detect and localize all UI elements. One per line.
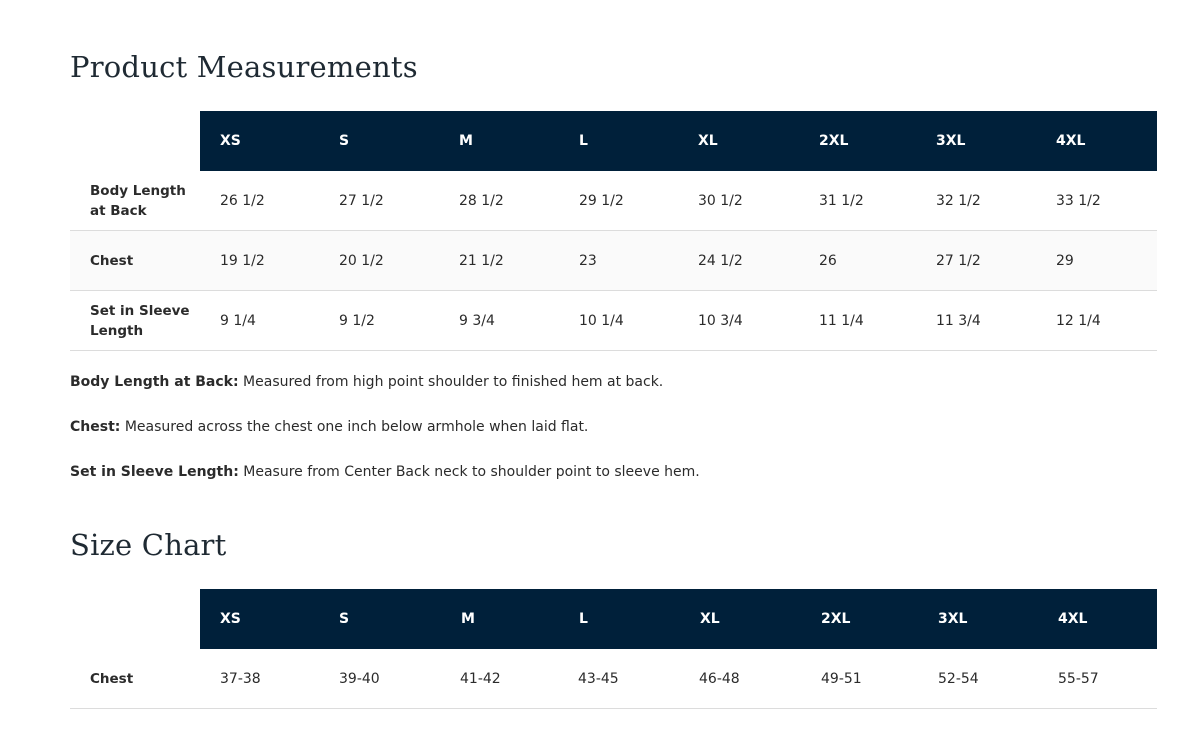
table-cell: 29 xyxy=(1056,253,1074,269)
table-cell: 31 1/2 xyxy=(819,193,864,209)
note-text: Measured across the chest one inch below armhole when laid flat. xyxy=(124,419,589,435)
size-header: 4XL xyxy=(1056,133,1086,149)
table-cell: 49-51 xyxy=(821,671,862,687)
size-chart-title: Size Chart xyxy=(70,528,227,562)
table-cell: 46-48 xyxy=(699,671,740,687)
table-cell: 10 3/4 xyxy=(698,313,743,329)
size-header: 4XL xyxy=(1058,611,1088,627)
row-label: Set in Sleeve Length xyxy=(90,303,190,339)
note-text: Measured from high point shoulder to finished hem at back. xyxy=(243,374,664,390)
table-cell: 27 1/2 xyxy=(936,253,981,269)
size-header: XL xyxy=(700,611,720,627)
table-cell: 52-54 xyxy=(938,671,979,687)
table-cell: 28 1/2 xyxy=(459,193,504,209)
size-header: XS xyxy=(220,611,241,627)
note-text: Measure from Center Back neck to shoulder point to sleeve hem. xyxy=(243,464,700,480)
size-header: XS xyxy=(220,133,241,149)
table-row xyxy=(70,171,1157,231)
table-cell: 32 1/2 xyxy=(936,193,981,209)
table-row xyxy=(70,649,1157,709)
measurement-notes xyxy=(70,372,1070,507)
note-term: Set in Sleeve Length: xyxy=(70,464,239,480)
table-cell: 55-57 xyxy=(1058,671,1099,687)
note-term: Chest: xyxy=(70,419,121,435)
table-cell: 37-38 xyxy=(220,671,261,687)
table-cell: 39-40 xyxy=(339,671,380,687)
size-header: L xyxy=(579,133,588,149)
row-label: Chest xyxy=(90,253,134,269)
table-cell: 9 1/2 xyxy=(339,313,375,329)
size-header: L xyxy=(579,611,588,627)
table-cell: 43-45 xyxy=(578,671,619,687)
table-cell: 19 1/2 xyxy=(220,253,265,269)
table-header xyxy=(200,589,1157,649)
product-measurements-title: Product Measurements xyxy=(70,50,418,84)
table-cell: 11 3/4 xyxy=(936,313,981,329)
size-header: 2XL xyxy=(819,133,849,149)
table-cell: 26 1/2 xyxy=(220,193,265,209)
row-label: Body Length at Back xyxy=(90,183,186,219)
table-cell: 21 1/2 xyxy=(459,253,504,269)
size-header: 3XL xyxy=(938,611,968,627)
table-cell: 9 3/4 xyxy=(459,313,495,329)
note-term: Body Length at Back: xyxy=(70,374,239,390)
size-header: 2XL xyxy=(821,611,851,627)
table-cell: 41-42 xyxy=(460,671,501,687)
note-chest xyxy=(70,417,1070,462)
size-header: S xyxy=(339,611,350,627)
note-sleeve-length xyxy=(70,462,1070,507)
table-cell: 33 1/2 xyxy=(1056,193,1101,209)
row-label: Chest xyxy=(90,671,134,687)
table-cell: 20 1/2 xyxy=(339,253,384,269)
table-cell: 9 1/4 xyxy=(220,313,256,329)
size-header: M xyxy=(461,611,475,627)
table-cell: 11 1/4 xyxy=(819,313,864,329)
table-cell: 23 xyxy=(579,253,597,269)
table-row xyxy=(70,291,1157,351)
size-header: S xyxy=(339,133,350,149)
size-header: XL xyxy=(698,133,718,149)
table-cell: 29 1/2 xyxy=(579,193,624,209)
table-cell: 10 1/4 xyxy=(579,313,624,329)
table-cell: 12 1/4 xyxy=(1056,313,1101,329)
size-header: 3XL xyxy=(936,133,966,149)
table-cell: 27 1/2 xyxy=(339,193,384,209)
note-body-length xyxy=(70,372,1070,417)
table-cell: 24 1/2 xyxy=(698,253,743,269)
table-cell: 30 1/2 xyxy=(698,193,743,209)
size-header: M xyxy=(459,133,473,149)
table-row xyxy=(70,231,1157,291)
table-cell: 26 xyxy=(819,253,837,269)
table-header xyxy=(200,111,1157,171)
